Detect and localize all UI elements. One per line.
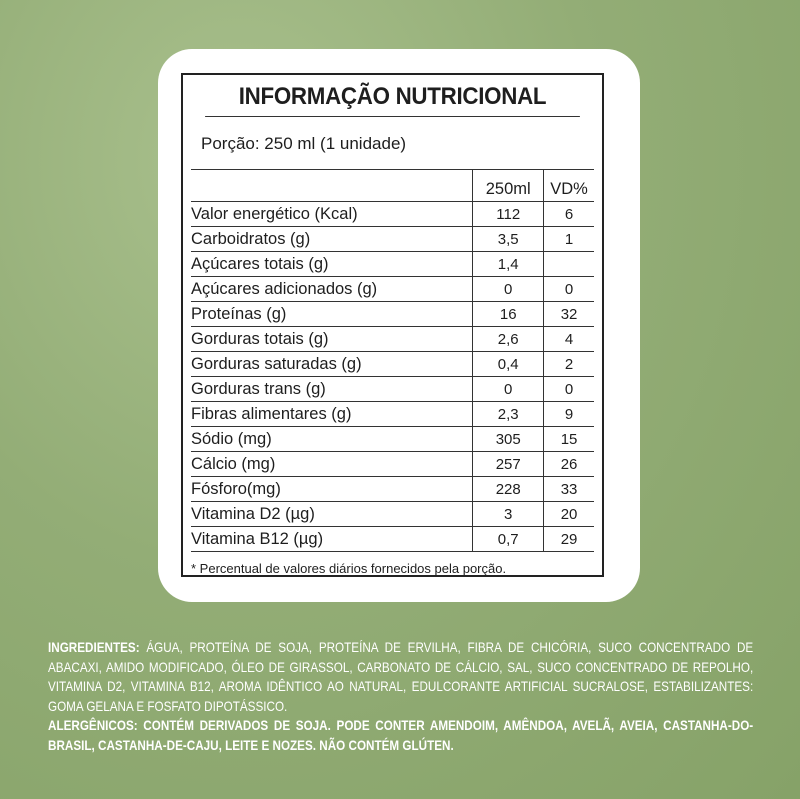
table-row: [191, 252, 594, 277]
table-row: [191, 452, 594, 477]
nutrient-name: Gorduras saturadas (g): [191, 352, 473, 377]
header-nutrient: [191, 170, 473, 202]
nutrient-vd: 15: [544, 427, 594, 452]
nutrient-vd: 33: [544, 477, 594, 502]
table-row: [191, 302, 594, 327]
nutrient-vd: 1: [544, 227, 594, 252]
nutrient-vd: 9: [544, 402, 594, 427]
table-row: [191, 402, 594, 427]
nutrient-vd: 6: [544, 202, 594, 227]
nutrient-amount: 2,6: [473, 327, 544, 352]
nutrient-amount: 16: [473, 302, 544, 327]
table-row: [191, 352, 594, 377]
nutrient-amount: 3: [473, 502, 544, 527]
table-row: [191, 227, 594, 252]
nutrient-vd: 4: [544, 327, 594, 352]
nutrient-amount: 1,4: [473, 252, 544, 277]
nutrient-amount: 0,7: [473, 527, 544, 552]
nutrient-vd: 32: [544, 302, 594, 327]
header-amount: 250ml: [473, 170, 544, 202]
nutrient-name: Açúcares totais (g): [191, 252, 473, 277]
nutrient-amount: 257: [473, 452, 544, 477]
nutrient-vd: 0: [544, 377, 594, 402]
nutrition-table: [191, 170, 594, 552]
nutrient-amount: 112: [473, 202, 544, 227]
nutrient-amount: 228: [473, 477, 544, 502]
table-row: [191, 202, 594, 227]
portion-size: Porção: 250 ml (1 unidade): [191, 117, 594, 170]
nutrient-vd: [544, 252, 594, 277]
nutrient-name: Fósforo(mg): [191, 477, 473, 502]
ingredients-heading: INGREDIENTES:: [48, 640, 140, 655]
allergens-text: ALERGÊNICOS: CONTÉM DERIVADOS DE SOJA. PODE CONTER AMENDOIM, AMÊNDOA, AVELÃ, AVEIA, CASTANHA-DO-BRASIL, CASTANHA-DE-CAJU, LEITE E NOZES. NÃO CONTÉM GLÚTEN.: [48, 718, 754, 753]
nutrient-amount: 3,5: [473, 227, 544, 252]
table-row: [191, 277, 594, 302]
nutrient-amount: 0,4: [473, 352, 544, 377]
nutrient-name: Fibras alimentares (g): [191, 402, 473, 427]
ingredients-block: [48, 638, 753, 755]
nutrient-name: Sódio (mg): [191, 427, 473, 452]
label-footnote: * Percentual de valores diários fornecidos pela porção.: [191, 561, 507, 576]
nutrient-name: Carboidratos (g): [191, 227, 473, 252]
table-row: [191, 377, 594, 402]
table-row: [191, 502, 594, 527]
nutrient-vd: 29: [544, 527, 594, 552]
nutrition-label: [181, 73, 604, 577]
nutrient-name: Valor energético (Kcal): [191, 202, 473, 227]
header-vd: VD%: [544, 170, 594, 202]
nutrient-amount: 305: [473, 427, 544, 452]
nutrient-vd: 0: [544, 277, 594, 302]
nutrient-amount: 0: [473, 277, 544, 302]
nutrient-name: Açúcares adicionados (g): [191, 277, 473, 302]
table-header-row: [191, 170, 594, 202]
table-row: [191, 427, 594, 452]
table-row: [191, 477, 594, 502]
table-row: [191, 527, 594, 552]
nutrient-vd: 2: [544, 352, 594, 377]
nutrient-name: Cálcio (mg): [191, 452, 473, 477]
nutrient-amount: 0: [473, 377, 544, 402]
nutrient-vd: 20: [544, 502, 594, 527]
label-title: INFORMAÇÃO NUTRICIONAL: [205, 75, 580, 117]
nutrient-name: Vitamina D2 (µg): [191, 502, 473, 527]
nutrient-name: Vitamina B12 (µg): [191, 527, 473, 552]
nutrient-name: Gorduras trans (g): [191, 377, 473, 402]
nutrient-amount: 2,3: [473, 402, 544, 427]
ingredients-text: ÁGUA, PROTEÍNA DE SOJA, PROTEÍNA DE ERVILHA, FIBRA DE CHICÓRIA, SUCO CONCENTRADO DE ABACAXI, AMIDO MODIFICADO, ÓLEO DE GIRASSOL, CARBONATO DE CÁLCIO, SAL, SUCO CONCENTRADO DE REPOLHO, VITAMINA D2, VITAMINA B12, AROMA IDÊNTICO AO NATURAL, EDULCORANTE ARTIFICIAL SUCRALOSE, ESTABILIZANTES: GOMA GELANA E FOSFATO DIPOTÁSSICO.: [48, 640, 754, 714]
nutrient-name: Gorduras totais (g): [191, 327, 473, 352]
nutrient-name: Proteínas (g): [191, 302, 473, 327]
table-row: [191, 327, 594, 352]
nutrient-vd: 26: [544, 452, 594, 477]
